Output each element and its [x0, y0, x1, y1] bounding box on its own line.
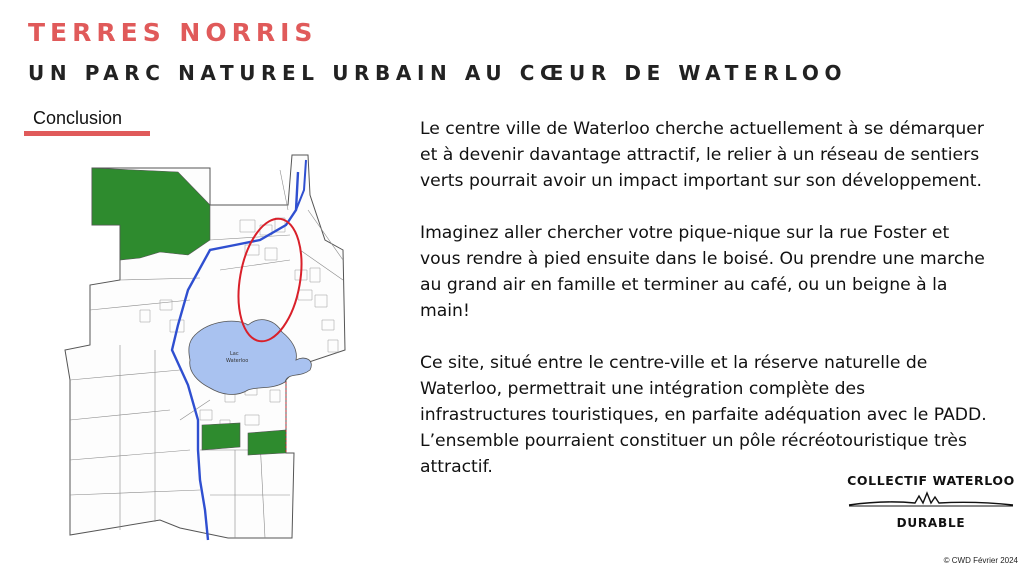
- slide-title: TERRES NORRIS: [28, 18, 318, 47]
- lake-label-1: Lac: [230, 351, 239, 357]
- lake-label-2: Waterloo: [226, 358, 249, 364]
- copyright-text: © CWD Février 2024: [943, 556, 1018, 565]
- logo-line-1: COLLECTIF WATERLOO: [847, 473, 1015, 488]
- waterloo-map: [60, 150, 365, 542]
- forest-zone-south-2: [248, 430, 286, 455]
- map-svg: [60, 150, 365, 542]
- paragraph-3: Ce site, situé entre le centre-ville et la réserve naturelle de Waterloo, permettrait une intégration complète des infrastructures touristiques, en parfaite adéquation avec le PADD. L’ensemble pourraient constituer un pôle récréotouristique très attractif.: [420, 353, 987, 477]
- forest-zone-south-1: [202, 423, 240, 450]
- paragraph-2: Imaginez aller chercher votre pique-nique sur la rue Foster et vous rendre à pied ensuite dans le boisé. Ou prendre une marche au grand air en famille et terminer au café, ou un beigne à la main!: [420, 223, 985, 321]
- slide-subtitle: UN PARC NATUREL URBAIN AU CŒUR DE WATERLOO: [28, 61, 848, 85]
- logo-tree-icon: [845, 490, 1017, 508]
- paragraph-1: Le centre ville de Waterloo cherche actuellement à se démarquer et à devenir davantage attractif, le relier à un réseau de sentiers verts pourrait avoir un impact important sur son développement.: [420, 119, 984, 191]
- section-underline: [24, 131, 150, 136]
- section-label: Conclusion: [33, 108, 123, 128]
- body-text: [420, 116, 1010, 506]
- collectif-logo: [842, 473, 1020, 548]
- logo-line-2: DURABLE: [896, 516, 966, 530]
